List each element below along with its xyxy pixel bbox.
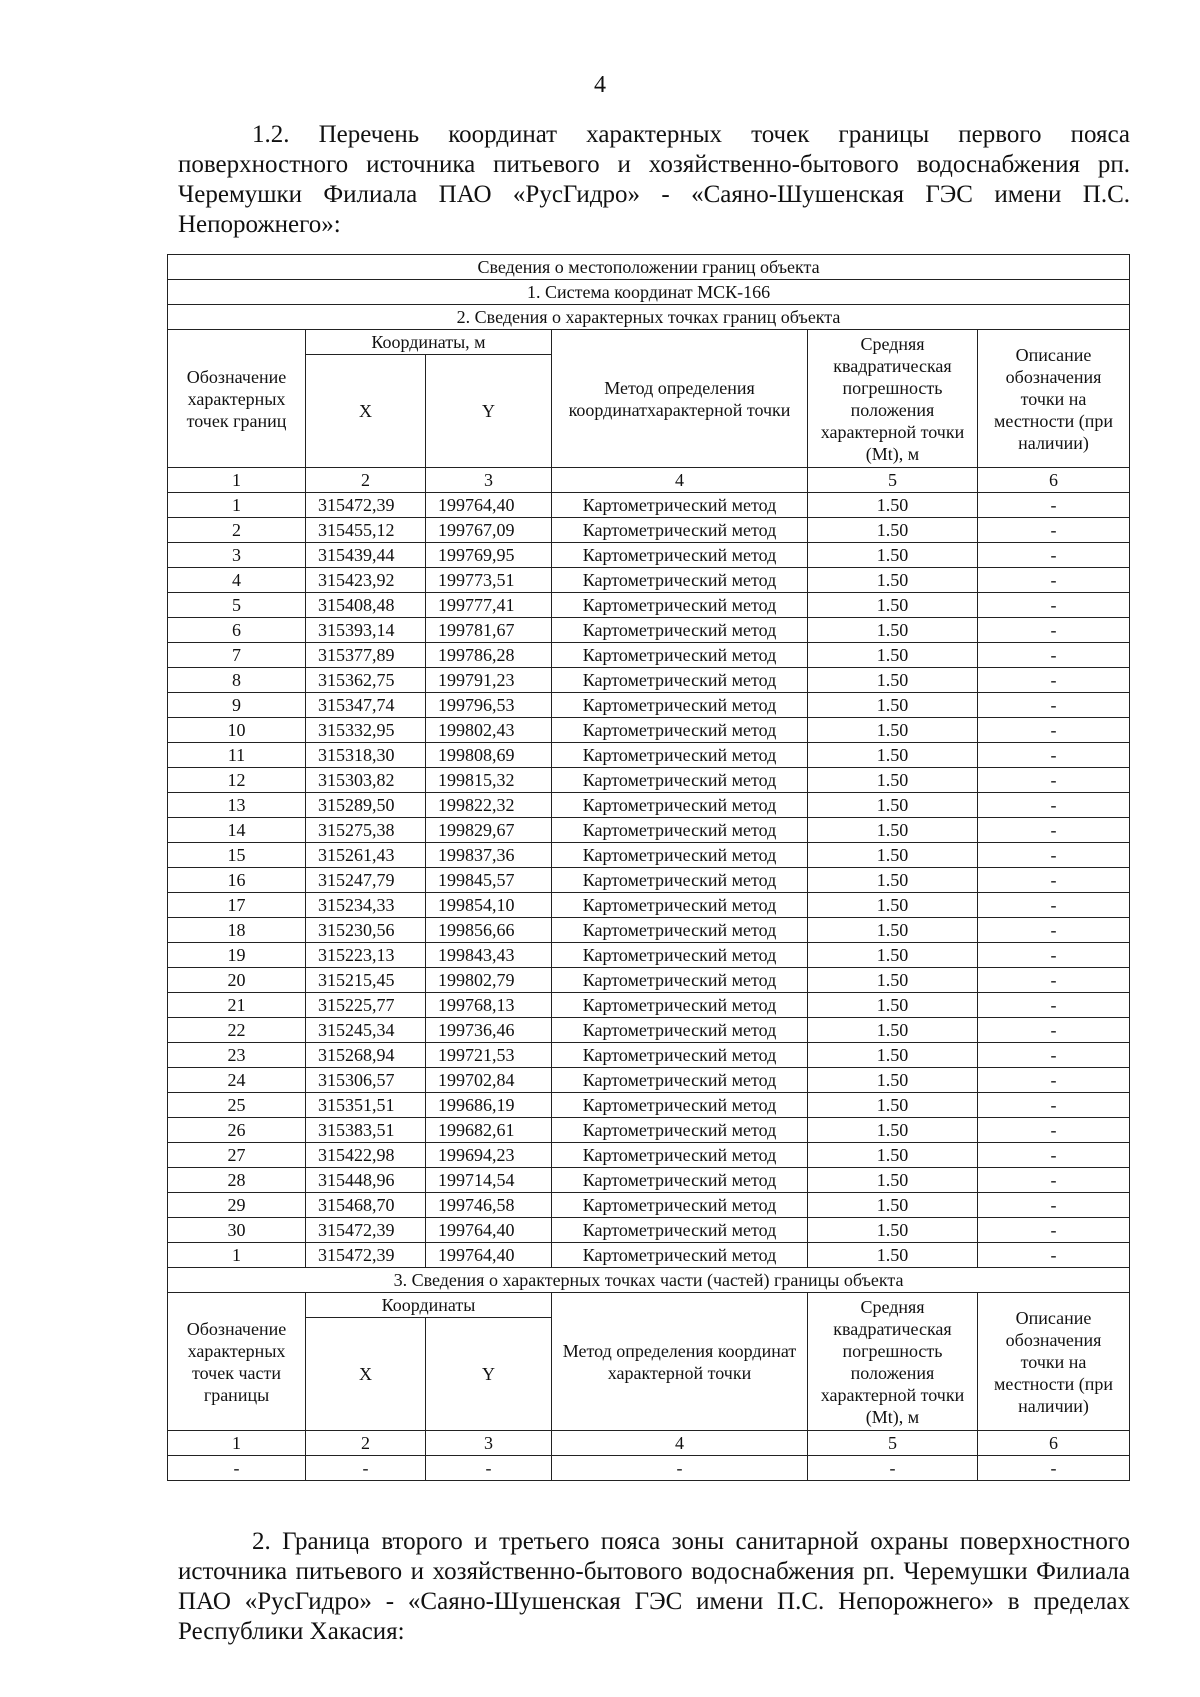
y-coordinate: 199802,43	[426, 718, 552, 743]
x-coordinate: 315351,51	[306, 1093, 426, 1118]
table-row	[168, 868, 1130, 893]
x-coordinate: 315261,43	[306, 843, 426, 868]
y-coordinate: 199686,19	[426, 1093, 552, 1118]
method: Картометрический метод	[552, 968, 808, 993]
table-row	[168, 1093, 1130, 1118]
point-number: 19	[168, 943, 306, 968]
x-coordinate: 315230,56	[306, 918, 426, 943]
table-row	[168, 493, 1130, 518]
y-coordinate: 199856,66	[426, 918, 552, 943]
y-coordinate: 199764,40	[426, 1243, 552, 1268]
point-number: 18	[168, 918, 306, 943]
point-number: 5	[168, 593, 306, 618]
x-coordinate: 315393,14	[306, 618, 426, 643]
error-value: 1.50	[808, 693, 978, 718]
point-number: 26	[168, 1118, 306, 1143]
column-number: 3	[426, 1431, 552, 1456]
description: -	[978, 968, 1130, 993]
x-coordinate: 315225,77	[306, 993, 426, 1018]
error-value: 1.50	[808, 743, 978, 768]
y-coordinate: 199764,40	[426, 493, 552, 518]
header-x: X	[306, 355, 426, 468]
x-coordinate: 315306,57	[306, 1068, 426, 1093]
point-number: 12	[168, 768, 306, 793]
column-number: 1	[168, 468, 306, 493]
point-number: 16	[168, 868, 306, 893]
method: Картометрический метод	[552, 1168, 808, 1193]
description: -	[978, 718, 1130, 743]
error-value: 1.50	[808, 868, 978, 893]
empty-cell: -	[978, 1456, 1130, 1481]
method: Картометрический метод	[552, 993, 808, 1018]
x-coordinate: 315347,74	[306, 693, 426, 718]
point-number: 29	[168, 1193, 306, 1218]
method: Картометрический метод	[552, 643, 808, 668]
error-value: 1.50	[808, 668, 978, 693]
x-coordinate: 315245,34	[306, 1018, 426, 1043]
y-coordinate: 199796,53	[426, 693, 552, 718]
header2-coordinates: Координаты	[306, 1293, 552, 1318]
closing-paragraph-text: 2. Граница второго и третьего пояса зоны санитарной охраны поверхностного источника питьевого и хозяйственно-бытового водоснабжения рп. Черемушки Филиала ПАО «РусГидро» - «Саяно-Шушенская ГЭС имени П.С. Непорожнего» в пределах Республики Хакасия:	[178, 1528, 1130, 1645]
x-coordinate: 315303,82	[306, 768, 426, 793]
point-number: 9	[168, 693, 306, 718]
header-point-designation: Обозначение характерных точек границ	[168, 330, 306, 468]
y-coordinate: 199791,23	[426, 668, 552, 693]
error-value: 1.50	[808, 968, 978, 993]
y-coordinate: 199773,51	[426, 568, 552, 593]
y-coordinate: 199764,40	[426, 1218, 552, 1243]
closing-paragraph	[178, 1527, 1130, 1647]
description: -	[978, 618, 1130, 643]
table-row	[168, 568, 1130, 593]
point-number: 3	[168, 543, 306, 568]
table-row	[168, 1243, 1130, 1268]
header-coordinates: Координаты, м	[306, 330, 552, 355]
description: -	[978, 793, 1130, 818]
header2-method: Метод определения координат характерной точки	[552, 1293, 808, 1431]
table-row	[168, 1168, 1130, 1193]
table-row	[168, 593, 1130, 618]
empty-cell: -	[808, 1456, 978, 1481]
method: Картометрический метод	[552, 1243, 808, 1268]
table-row	[168, 768, 1130, 793]
error-value: 1.50	[808, 768, 978, 793]
error-value: 1.50	[808, 718, 978, 743]
x-coordinate: 315318,30	[306, 743, 426, 768]
header2-x: X	[306, 1318, 426, 1431]
x-coordinate: 315223,13	[306, 943, 426, 968]
method: Картометрический метод	[552, 868, 808, 893]
method: Картометрический метод	[552, 718, 808, 743]
point-number: 4	[168, 568, 306, 593]
y-coordinate: 199822,32	[426, 793, 552, 818]
description: -	[978, 1043, 1130, 1068]
description: -	[978, 1143, 1130, 1168]
method: Картометрический метод	[552, 568, 808, 593]
description: -	[978, 868, 1130, 893]
description: -	[978, 1243, 1130, 1268]
y-coordinate: 199702,84	[426, 1068, 552, 1093]
description: -	[978, 568, 1130, 593]
error-value: 1.50	[808, 1168, 978, 1193]
description: -	[978, 1218, 1130, 1243]
x-coordinate: 315383,51	[306, 1118, 426, 1143]
error-value: 1.50	[808, 1018, 978, 1043]
table-row	[168, 818, 1130, 843]
description: -	[978, 1018, 1130, 1043]
point-number: 15	[168, 843, 306, 868]
point-number: 1	[168, 1243, 306, 1268]
x-coordinate: 315377,89	[306, 643, 426, 668]
description: -	[978, 668, 1130, 693]
point-number: 22	[168, 1018, 306, 1043]
x-coordinate: 315472,39	[306, 1243, 426, 1268]
x-coordinate: 315215,45	[306, 968, 426, 993]
method: Картометрический метод	[552, 793, 808, 818]
y-coordinate: 199736,46	[426, 1018, 552, 1043]
point-number: 8	[168, 668, 306, 693]
x-coordinate: 315423,92	[306, 568, 426, 593]
intro-paragraph	[178, 120, 1130, 240]
x-coordinate: 315247,79	[306, 868, 426, 893]
description: -	[978, 818, 1130, 843]
x-coordinate: 315332,95	[306, 718, 426, 743]
column-number: 2	[306, 1431, 426, 1456]
description: -	[978, 993, 1130, 1018]
description: -	[978, 843, 1130, 868]
table-row	[168, 843, 1130, 868]
error-value: 1.50	[808, 643, 978, 668]
y-coordinate: 199843,43	[426, 943, 552, 968]
y-coordinate: 199829,67	[426, 818, 552, 843]
empty-cell: -	[552, 1456, 808, 1481]
method: Картометрический метод	[552, 768, 808, 793]
table-row	[168, 1068, 1130, 1093]
header2-y: Y	[426, 1318, 552, 1431]
point-number: 7	[168, 643, 306, 668]
y-coordinate: 199808,69	[426, 743, 552, 768]
point-number: 27	[168, 1143, 306, 1168]
method: Картометрический метод	[552, 518, 808, 543]
x-coordinate: 315275,38	[306, 818, 426, 843]
column-number: 5	[808, 1431, 978, 1456]
y-coordinate: 199769,95	[426, 543, 552, 568]
point-number: 20	[168, 968, 306, 993]
point-number: 30	[168, 1218, 306, 1243]
method: Картометрический метод	[552, 1143, 808, 1168]
column-number: 2	[306, 468, 426, 493]
description: -	[978, 1168, 1130, 1193]
page-number: 4	[594, 72, 606, 98]
error-value: 1.50	[808, 893, 978, 918]
method: Картометрический метод	[552, 1018, 808, 1043]
y-coordinate: 199837,36	[426, 843, 552, 868]
empty-cell: -	[306, 1456, 426, 1481]
table-row	[168, 1018, 1130, 1043]
column-number: 6	[978, 1431, 1130, 1456]
column-number: 6	[978, 468, 1130, 493]
error-value: 1.50	[808, 793, 978, 818]
description: -	[978, 768, 1130, 793]
y-coordinate: 199786,28	[426, 643, 552, 668]
error-value: 1.50	[808, 1243, 978, 1268]
description: -	[978, 1193, 1130, 1218]
coordinates-table	[167, 254, 1130, 1481]
error-value: 1.50	[808, 918, 978, 943]
y-coordinate: 199721,53	[426, 1043, 552, 1068]
y-coordinate: 199854,10	[426, 893, 552, 918]
description: -	[978, 893, 1130, 918]
header2-error: Средняя квадратическая погрешность положения характерной точки (Mt), м	[808, 1293, 978, 1431]
method: Картометрический метод	[552, 893, 808, 918]
y-coordinate: 199746,58	[426, 1193, 552, 1218]
error-value: 1.50	[808, 593, 978, 618]
coordinate-system: 1. Система координат МСК-166	[168, 280, 1130, 305]
table-row	[168, 943, 1130, 968]
table-row	[168, 918, 1130, 943]
point-number: 10	[168, 718, 306, 743]
error-value: 1.50	[808, 993, 978, 1018]
method: Картометрический метод	[552, 1118, 808, 1143]
error-value: 1.50	[808, 1143, 978, 1168]
description: -	[978, 1093, 1130, 1118]
method: Картометрический метод	[552, 693, 808, 718]
method: Картометрический метод	[552, 493, 808, 518]
x-coordinate: 315268,94	[306, 1043, 426, 1068]
method: Картометрический метод	[552, 743, 808, 768]
table-row	[168, 1143, 1130, 1168]
error-value: 1.50	[808, 818, 978, 843]
method: Картометрический метод	[552, 1193, 808, 1218]
method: Картометрический метод	[552, 1218, 808, 1243]
y-coordinate: 199768,13	[426, 993, 552, 1018]
error-value: 1.50	[808, 1193, 978, 1218]
y-coordinate: 199781,67	[426, 618, 552, 643]
intro-paragraph-text: 1.2. Перечень координат характерных точек границы первого пояса поверхностного источника питьевого и хозяйственно-бытового водоснабжения рп. Черемушки Филиала ПАО «РусГидро» - «Саяно-Шушенская ГЭС имени П.С. Непорожнего»:	[178, 121, 1130, 238]
table-row	[168, 543, 1130, 568]
header-description: Описание обозначения точки на местности (при наличии)	[978, 330, 1130, 468]
table-row	[168, 693, 1130, 718]
x-coordinate: 315472,39	[306, 1218, 426, 1243]
error-value: 1.50	[808, 568, 978, 593]
error-value: 1.50	[808, 543, 978, 568]
y-coordinate: 199777,41	[426, 593, 552, 618]
x-coordinate: 315448,96	[306, 1168, 426, 1193]
header2-description: Описание обозначения точки на местности (при наличии)	[978, 1293, 1130, 1431]
empty-row	[168, 1456, 1130, 1481]
column-number: 4	[552, 1431, 808, 1456]
description: -	[978, 593, 1130, 618]
method: Картометрический метод	[552, 1068, 808, 1093]
description: -	[978, 743, 1130, 768]
table-row	[168, 668, 1130, 693]
column-number: 5	[808, 468, 978, 493]
description: -	[978, 493, 1130, 518]
section2-title: 2. Сведения о характерных точках границ объекта	[168, 305, 1130, 330]
point-number: 25	[168, 1093, 306, 1118]
x-coordinate: 315472,39	[306, 493, 426, 518]
point-number: 23	[168, 1043, 306, 1068]
description: -	[978, 943, 1130, 968]
column-number: 4	[552, 468, 808, 493]
method: Картометрический метод	[552, 818, 808, 843]
table-row	[168, 618, 1130, 643]
error-value: 1.50	[808, 518, 978, 543]
method: Картометрический метод	[552, 543, 808, 568]
y-coordinate: 199845,57	[426, 868, 552, 893]
error-value: 1.50	[808, 1218, 978, 1243]
x-coordinate: 315439,44	[306, 543, 426, 568]
y-coordinate: 199815,32	[426, 768, 552, 793]
error-value: 1.50	[808, 843, 978, 868]
header-y: Y	[426, 355, 552, 468]
table-row	[168, 1218, 1130, 1243]
section3-title: 3. Сведения о характерных точках части (частей) границы объекта	[168, 1268, 1130, 1293]
point-number: 28	[168, 1168, 306, 1193]
method: Картометрический метод	[552, 843, 808, 868]
empty-cell: -	[168, 1456, 306, 1481]
x-coordinate: 315408,48	[306, 593, 426, 618]
method: Картометрический метод	[552, 1093, 808, 1118]
y-coordinate: 199714,54	[426, 1168, 552, 1193]
error-value: 1.50	[808, 493, 978, 518]
header-method: Метод определения координатхарактерной точки	[552, 330, 808, 468]
description: -	[978, 1068, 1130, 1093]
table-title: Сведения о местоположении границ объекта	[168, 255, 1130, 280]
y-coordinate: 199682,61	[426, 1118, 552, 1143]
header-error: Средняя квадратическая погрешность положения характерной точки (Mt), м	[808, 330, 978, 468]
empty-cell: -	[426, 1456, 552, 1481]
y-coordinate: 199802,79	[426, 968, 552, 993]
x-coordinate: 315289,50	[306, 793, 426, 818]
description: -	[978, 918, 1130, 943]
point-number: 21	[168, 993, 306, 1018]
table-row	[168, 518, 1130, 543]
column-numbers-row	[168, 468, 1130, 493]
error-value: 1.50	[808, 1068, 978, 1093]
column-number: 3	[426, 468, 552, 493]
point-number: 14	[168, 818, 306, 843]
point-number: 6	[168, 618, 306, 643]
description: -	[978, 643, 1130, 668]
table-row	[168, 968, 1130, 993]
table-row	[168, 993, 1130, 1018]
table-row	[168, 643, 1130, 668]
x-coordinate: 315362,75	[306, 668, 426, 693]
method: Картометрический метод	[552, 668, 808, 693]
table-row	[168, 893, 1130, 918]
method: Картометрический метод	[552, 1043, 808, 1068]
error-value: 1.50	[808, 1093, 978, 1118]
description: -	[978, 693, 1130, 718]
table-row	[168, 718, 1130, 743]
column-number: 1	[168, 1431, 306, 1456]
point-number: 17	[168, 893, 306, 918]
error-value: 1.50	[808, 1043, 978, 1068]
table-row	[168, 743, 1130, 768]
method: Картометрический метод	[552, 593, 808, 618]
x-coordinate: 315422,98	[306, 1143, 426, 1168]
header2-point-designation: Обозначение характерных точек части границы	[168, 1293, 306, 1431]
error-value: 1.50	[808, 1118, 978, 1143]
y-coordinate: 199767,09	[426, 518, 552, 543]
table-row	[168, 793, 1130, 818]
column-numbers-row-2	[168, 1431, 1130, 1456]
point-number: 2	[168, 518, 306, 543]
method: Картометрический метод	[552, 943, 808, 968]
error-value: 1.50	[808, 943, 978, 968]
x-coordinate: 315455,12	[306, 518, 426, 543]
x-coordinate: 315234,33	[306, 893, 426, 918]
method: Картометрический метод	[552, 618, 808, 643]
point-number: 11	[168, 743, 306, 768]
description: -	[978, 1118, 1130, 1143]
method: Картометрический метод	[552, 918, 808, 943]
table-row	[168, 1118, 1130, 1143]
description: -	[978, 543, 1130, 568]
error-value: 1.50	[808, 618, 978, 643]
y-coordinate: 199694,23	[426, 1143, 552, 1168]
table-row	[168, 1043, 1130, 1068]
table-row	[168, 1193, 1130, 1218]
x-coordinate: 315468,70	[306, 1193, 426, 1218]
point-number: 24	[168, 1068, 306, 1093]
point-number: 13	[168, 793, 306, 818]
description: -	[978, 518, 1130, 543]
point-number: 1	[168, 493, 306, 518]
